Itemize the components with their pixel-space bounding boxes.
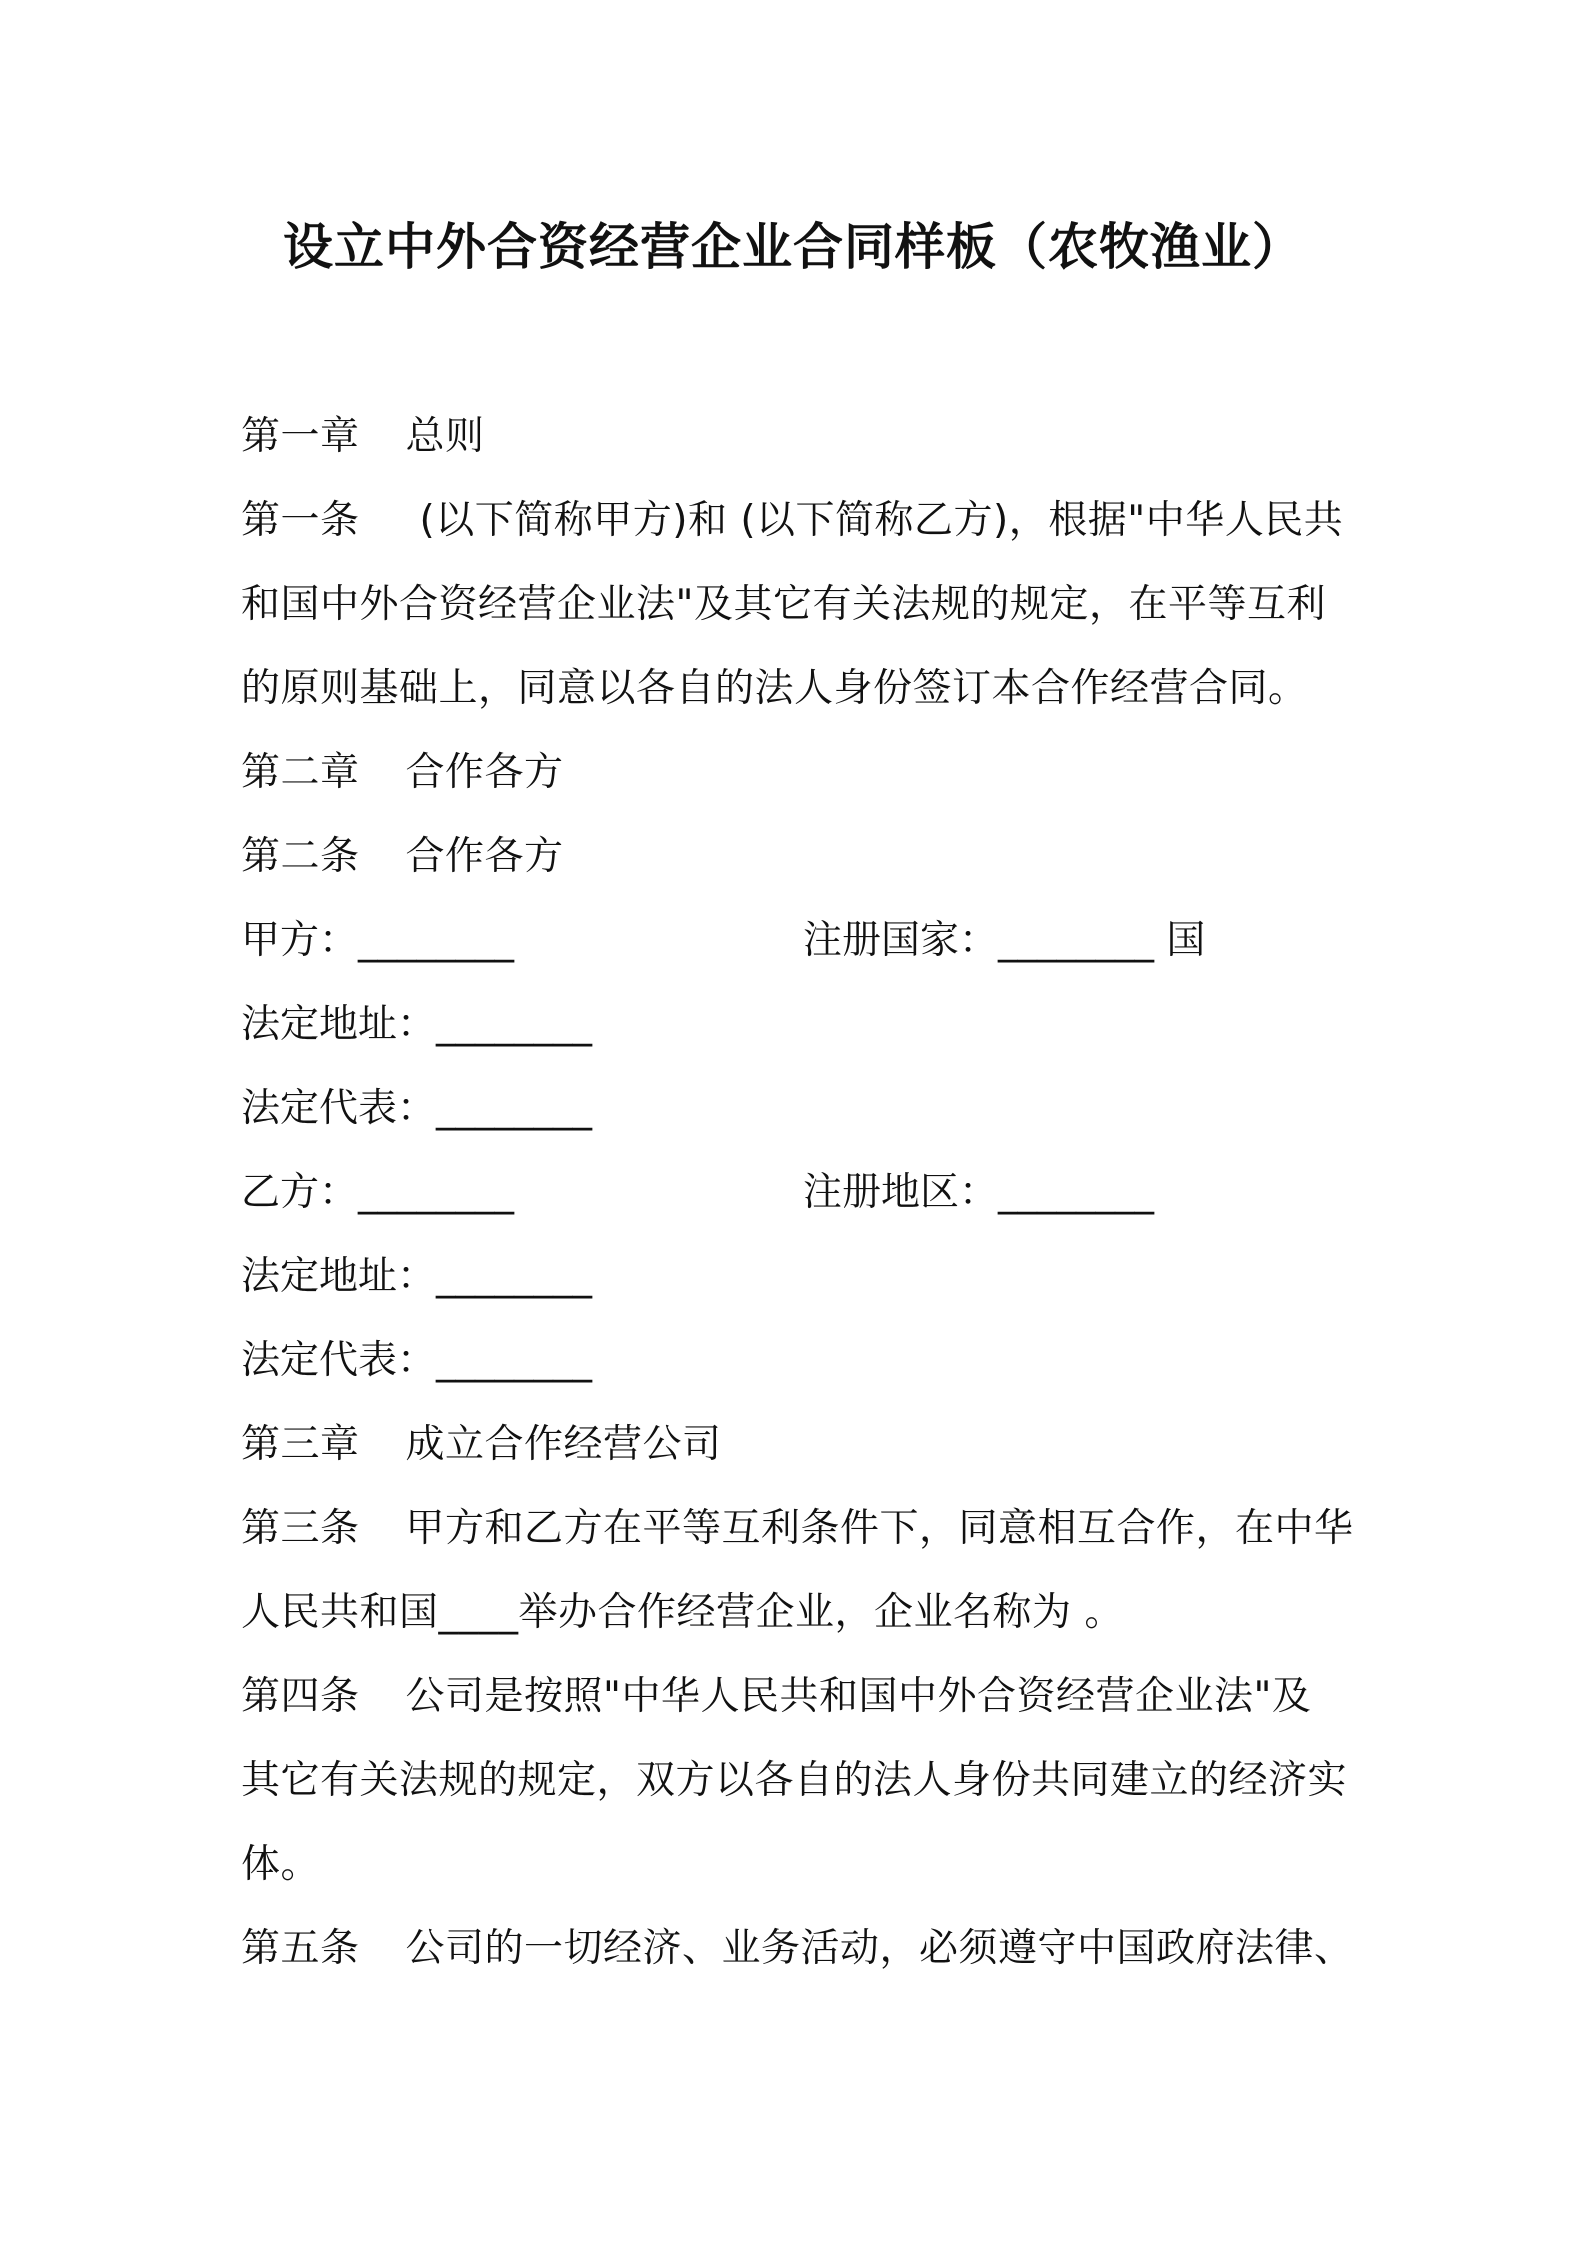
chapter-3-heading (241, 1403, 1353, 1487)
article-text: 公司的一切经济、业务活动，必须遵守中国政府法律、 (405, 1926, 1354, 1971)
chapter-title: 合作各方 (405, 750, 564, 795)
party-b-row (241, 1151, 1353, 1235)
article-5-line-1 (241, 1907, 1353, 1991)
article-4-line-3: 体。 (241, 1842, 321, 1887)
party-b-region-field: 注册地区：________ (803, 1170, 1155, 1215)
chapter-2-heading (241, 731, 1353, 815)
article-3-line-2: 人民共和国____举办合作经营企业，企业名称为 。 (241, 1590, 1124, 1635)
article-label: 第二条 (241, 834, 360, 879)
article-4-line-2: 其它有关法规的规定，双方以各自的法人身份共同建立的经济实 (241, 1758, 1348, 1803)
chapter-label: 第二章 (241, 750, 360, 795)
party-a-row (241, 899, 1353, 983)
chapter-label: 第一章 (241, 414, 360, 459)
chapter-label: 第三章 (241, 1422, 360, 1467)
article-label: 第五条 (241, 1926, 360, 1971)
article-1-line-3: 的原则基础上，同意以各自的法人身份签订本合作经营合同。 (241, 666, 1308, 711)
party-a-country-field: 注册国家：________ 国 (803, 918, 1206, 963)
article-3-line-1 (241, 1487, 1353, 1571)
chapter-title: 成立合作经营公司 (405, 1422, 722, 1467)
article-text: 公司是按照"中华人民共和国中外合资经营企业法"及 (405, 1674, 1312, 1719)
party-b-address-field: 法定地址：________ (241, 1254, 593, 1299)
article-1-line-1 (241, 479, 1353, 563)
party-a-representative-field: 法定代表：________ (241, 1086, 593, 1131)
chapter-title: 总则 (405, 414, 485, 459)
article-label: 第四条 (241, 1674, 360, 1719)
article-4-line-1 (241, 1655, 1353, 1739)
article-label: 第一条 (241, 498, 360, 543)
document-body (241, 395, 1353, 1991)
party-b-field: 乙方：________ (241, 1170, 515, 1215)
party-a-address-field: 法定地址：________ (241, 1002, 593, 1047)
party-b-representative-field: 法定代表：________ (241, 1338, 593, 1383)
article-1-line-2: 和国中外合资经营企业法"及其它有关法规的规定，在平等互利 (241, 582, 1326, 627)
article-text: 甲方和乙方在平等互利条件下，同意相互合作，在中华 (405, 1506, 1354, 1551)
party-a-field: 甲方：________ (241, 918, 515, 963)
article-text: (以下简称甲方)和 (以下简称乙方)，根据"中华人民共 (419, 498, 1344, 543)
document-title: 设立中外合资经营企业合同样板（农牧渔业） (283, 218, 1303, 276)
article-text: 合作各方 (405, 834, 564, 879)
chapter-1-heading (241, 395, 1353, 479)
article-2-heading (241, 815, 1353, 899)
article-label: 第三条 (241, 1506, 360, 1551)
